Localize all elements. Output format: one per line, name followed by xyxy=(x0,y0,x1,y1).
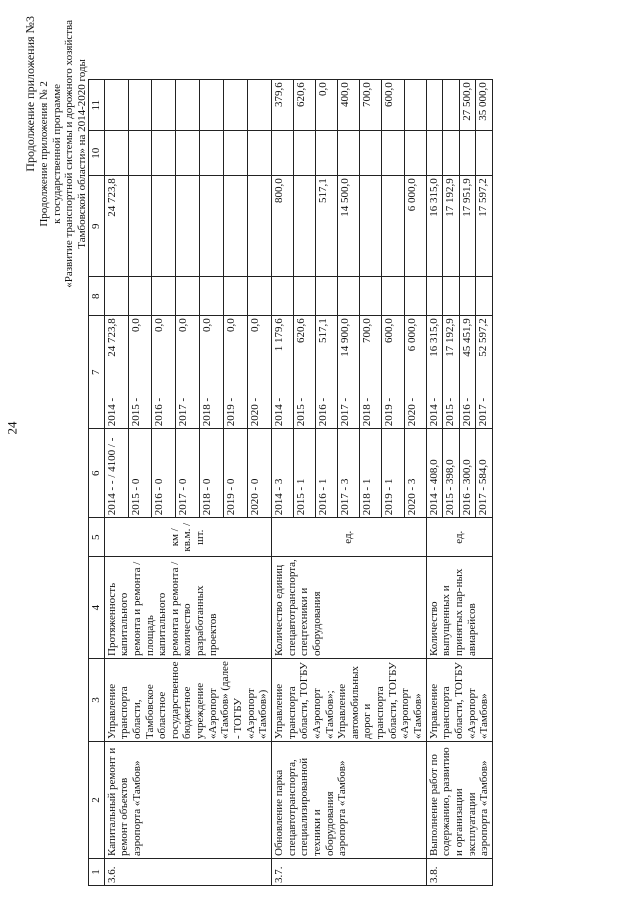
total-cell xyxy=(200,316,224,429)
total-cell xyxy=(426,316,443,429)
indicator-cell: Количество единиц спецавтотранспорта, спецтехники и оборудования xyxy=(271,557,426,659)
budget-cell xyxy=(176,80,200,131)
total-cell xyxy=(382,316,404,429)
year-label: 2020 - xyxy=(248,397,261,427)
indicator-value: 2016 - 1 xyxy=(316,429,338,518)
unit-cell: ед. xyxy=(271,518,426,557)
empty-cell xyxy=(476,277,493,316)
col-header: 2 xyxy=(89,742,105,859)
budget-cell xyxy=(152,176,176,277)
total-cell xyxy=(128,316,152,429)
indicator-value: 2018 - 1 xyxy=(360,429,382,518)
budget-cell xyxy=(360,131,382,176)
executor-cell: Управление транспорта области, ТОГБУ «Аэропорт «Тамбов»; Управление автомобильных дорог и транспорта области, ТОГБУ «Аэропорт «Тамбов» xyxy=(271,659,426,742)
total-value: 600,0 xyxy=(383,318,396,343)
col-header: 7 xyxy=(89,316,105,429)
indicator-value: 2019 - 0 xyxy=(224,429,248,518)
total-value: 620,6 xyxy=(295,318,308,343)
indicator-value: 2016 - 300,0 xyxy=(459,429,476,518)
budget-cell xyxy=(404,80,426,131)
row-number: 3.6. xyxy=(104,859,271,886)
year-label: 2016 - xyxy=(153,397,166,427)
budget-cell: 17 597,2 xyxy=(476,176,493,277)
year-label: 2015 - xyxy=(129,397,142,427)
budget-cell xyxy=(382,176,404,277)
budget-cell xyxy=(104,80,128,131)
indicator-value: 2015 - 0 xyxy=(128,429,152,518)
empty-cell xyxy=(382,277,404,316)
total-value: 517,1 xyxy=(317,318,330,343)
budget-cell xyxy=(294,176,316,277)
budget-cell: 400,0 xyxy=(338,80,360,131)
budget-cell xyxy=(382,131,404,176)
empty-cell xyxy=(404,277,426,316)
budget-cell xyxy=(224,176,248,277)
activity-name: Капитальный ремонт и ремонт объектов аэропорта «Тамбов» xyxy=(104,742,271,859)
budget-cell xyxy=(294,131,316,176)
empty-cell xyxy=(128,277,152,316)
year-label: 2015 - xyxy=(444,397,457,427)
indicator-cell: Протяженность капитального ремонта и ремонта / площадь капитального ремонта и ремонта / количество разработанных проектов xyxy=(104,557,271,659)
total-value: 0,0 xyxy=(248,318,261,332)
total-cell xyxy=(294,316,316,429)
header-line: «Развитие транспортной системы и дорожного хозяйства xyxy=(63,20,76,288)
year-label: 2020 - xyxy=(405,397,418,427)
budget-cell xyxy=(224,131,248,176)
total-value: 1 179,6 xyxy=(272,318,285,352)
budget-cell xyxy=(426,131,443,176)
indicator-cell: Количество выпущенных и принятых пар-ных авиарейсов xyxy=(426,557,492,659)
budget-cell: 600,0 xyxy=(382,80,404,131)
total-value: 700,0 xyxy=(361,318,374,343)
empty-cell xyxy=(316,277,338,316)
budget-cell: 6 000,0 xyxy=(404,176,426,277)
budget-cell xyxy=(338,131,360,176)
budget-cell: 16 315,0 xyxy=(426,176,443,277)
total-value: 0,0 xyxy=(225,318,238,332)
budget-cell: 620,6 xyxy=(294,80,316,131)
year-label: 2014 - xyxy=(427,397,440,427)
year-label: 2017 - xyxy=(177,397,190,427)
activity-name: Выполнение работ по содержанию, развитию и организации эксплуатации аэропорта «Тамбов» xyxy=(426,742,492,859)
budget-cell: 17 192,9 xyxy=(443,176,460,277)
budget-cell: 700,0 xyxy=(360,80,382,131)
total-cell xyxy=(360,316,382,429)
empty-cell xyxy=(360,277,382,316)
rotated-page xyxy=(20,12,620,892)
total-cell xyxy=(316,316,338,429)
budget-cell xyxy=(426,80,443,131)
total-cell xyxy=(459,316,476,429)
year-label: 2018 - xyxy=(361,397,374,427)
indicator-value: 2020 - 0 xyxy=(247,429,271,518)
year-label: 2016 - xyxy=(317,397,330,427)
budget-cell xyxy=(104,131,128,176)
budget-cell xyxy=(152,80,176,131)
budget-cell: 14 500,0 xyxy=(338,176,360,277)
budget-cell xyxy=(128,80,152,131)
budget-cell: 0,0 xyxy=(316,80,338,131)
total-value: 16 315,0 xyxy=(427,318,440,357)
indicator-value: 2015 - 1 xyxy=(294,429,316,518)
budget-cell xyxy=(459,131,476,176)
total-cell xyxy=(224,316,248,429)
total-value: 0,0 xyxy=(201,318,214,332)
col-header: 6 xyxy=(89,429,105,518)
header-line: к государственной программе xyxy=(50,83,63,224)
budget-cell xyxy=(128,176,152,277)
indicator-value: 2016 - 0 xyxy=(152,429,176,518)
col-header: 9 xyxy=(89,176,105,277)
col-header: 1 xyxy=(89,859,105,886)
budget-cell xyxy=(247,176,271,277)
indicator-value: 2014 - - / 4100 / - xyxy=(104,429,128,518)
budget-cell xyxy=(224,80,248,131)
budget-cell xyxy=(200,131,224,176)
budget-cell xyxy=(152,131,176,176)
budget-cell xyxy=(200,176,224,277)
total-value: 14 900,0 xyxy=(339,318,352,357)
col-header: 8 xyxy=(89,277,105,316)
empty-cell xyxy=(338,277,360,316)
budget-cell xyxy=(443,131,460,176)
budget-cell: 800,0 xyxy=(271,176,293,277)
total-cell xyxy=(271,316,293,429)
budget-cell: 379,6 xyxy=(271,80,293,131)
budget-cell xyxy=(200,80,224,131)
total-value: 45 451,9 xyxy=(460,318,473,357)
table-row xyxy=(104,80,128,886)
indicator-value: 2017 - 3 xyxy=(338,429,360,518)
budget-cell: 27 500,0 xyxy=(459,80,476,131)
total-cell xyxy=(443,316,460,429)
budget-cell xyxy=(176,176,200,277)
total-value: 52 597,2 xyxy=(477,318,490,357)
year-label: 2017 - xyxy=(339,397,352,427)
unit-cell: ед. xyxy=(426,518,492,557)
total-value: 0,0 xyxy=(177,318,190,332)
budget-cell: 35 000,0 xyxy=(476,80,493,131)
budget-cell xyxy=(247,131,271,176)
empty-cell xyxy=(426,277,443,316)
budget-cell: 17 951,9 xyxy=(459,176,476,277)
indicator-value: 2017 - 584,0 xyxy=(476,429,493,518)
unit-cell: км / кв.м. / шт. xyxy=(104,518,271,557)
total-cell xyxy=(338,316,360,429)
year-label: 2017 - xyxy=(477,397,490,427)
table-row xyxy=(271,80,293,886)
budget-cell: 517,1 xyxy=(316,176,338,277)
budget-cell: 24 723,8 xyxy=(104,176,128,277)
budget-cell xyxy=(247,80,271,131)
total-cell xyxy=(152,316,176,429)
budget-cell xyxy=(476,131,493,176)
budget-cell xyxy=(128,131,152,176)
header-line: Продолжение приложения № 2 xyxy=(38,81,50,227)
budget-cell xyxy=(443,80,460,131)
executor-cell: Управление транспорта области, ТОГБУ «Аэропорт «Тамбов» xyxy=(426,659,492,742)
indicator-value: 2020 - 3 xyxy=(404,429,426,518)
empty-cell xyxy=(176,277,200,316)
empty-cell xyxy=(294,277,316,316)
year-label: 2014 - xyxy=(272,397,285,427)
budget-cell xyxy=(176,131,200,176)
col-header: 5 xyxy=(89,518,105,557)
empty-cell xyxy=(104,277,128,316)
budget-cell xyxy=(316,131,338,176)
year-label: 2019 - xyxy=(225,397,238,427)
empty-cell xyxy=(459,277,476,316)
page-number: 24 xyxy=(4,421,20,435)
col-header: 11 xyxy=(89,80,105,131)
header-line: Тамбовской области» на 2014-2020 годы xyxy=(75,59,88,249)
col-header: 3 xyxy=(89,659,105,742)
total-cell xyxy=(247,316,271,429)
row-number: 3.8. xyxy=(426,859,492,886)
executor-cell: Управление транспорта области, Тамбовское областное государственное бюджетное учреждение «Аэропорт «Тамбов» (далее - ТОГБУ «Аэропорт «Тамбов») xyxy=(104,659,271,742)
column-number-row xyxy=(89,80,105,886)
table-row xyxy=(426,80,443,886)
indicator-value: 2017 - 0 xyxy=(176,429,200,518)
continuation-title: Продолжение приложения №3 xyxy=(23,16,37,172)
total-cell xyxy=(104,316,128,429)
year-label: 2018 - xyxy=(201,397,214,427)
empty-cell xyxy=(271,277,293,316)
empty-cell xyxy=(443,277,460,316)
total-value: 6 000,0 xyxy=(405,318,418,352)
empty-cell xyxy=(200,277,224,316)
total-value: 0,0 xyxy=(129,318,142,332)
empty-cell xyxy=(224,277,248,316)
total-value: 0,0 xyxy=(153,318,166,332)
appendix-header xyxy=(38,20,89,288)
total-value: 24 723,8 xyxy=(105,318,118,357)
indicator-value: 2019 - 1 xyxy=(382,429,404,518)
total-value: 17 192,9 xyxy=(444,318,457,357)
total-cell xyxy=(176,316,200,429)
budget-cell xyxy=(360,176,382,277)
row-number: 3.7. xyxy=(271,859,426,886)
total-cell xyxy=(404,316,426,429)
indicator-value: 2018 - 0 xyxy=(200,429,224,518)
indicator-value: 2015 - 398,0 xyxy=(443,429,460,518)
empty-cell xyxy=(152,277,176,316)
indicator-value: 2014 - 408,0 xyxy=(426,429,443,518)
budget-cell xyxy=(404,131,426,176)
indicator-value: 2014 - 3 xyxy=(271,429,293,518)
program-table xyxy=(88,79,493,886)
empty-cell xyxy=(247,277,271,316)
year-label: 2019 - xyxy=(383,397,396,427)
activity-name: Обновление парка спецавтотранспорта, специализированной техники и оборудования аэропорта «Тамбов» xyxy=(271,742,426,859)
total-cell xyxy=(476,316,493,429)
year-label: 2014 - xyxy=(105,397,118,427)
budget-cell xyxy=(271,131,293,176)
year-label: 2016 - xyxy=(460,397,473,427)
year-label: 2015 - xyxy=(295,397,308,427)
col-header: 10 xyxy=(89,131,105,176)
col-header: 4 xyxy=(89,557,105,659)
